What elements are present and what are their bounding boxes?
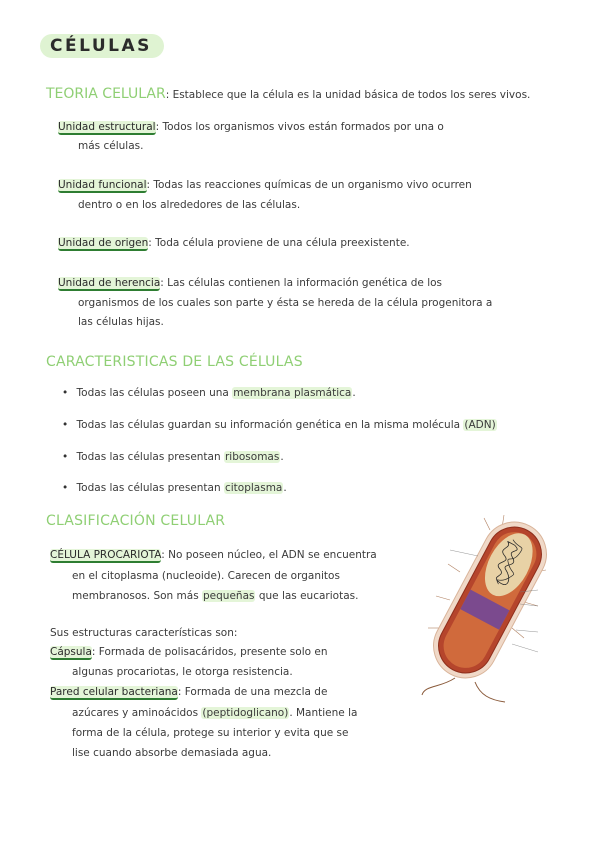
term-celula-procariota: CÉLULA PROCARIOTA xyxy=(50,549,162,561)
pared-cont-end: . Mantiene la xyxy=(289,707,358,719)
highlight-ribosomas: ribosomas xyxy=(224,451,280,463)
term-unidad-funcional: Unidad funcional xyxy=(58,179,147,191)
procariota-cont2 xyxy=(72,590,358,602)
item-herencia-cont2: las células hijas. xyxy=(78,316,164,328)
item-funcional-text: : Todas las reacciones químicas de un organismo vivo ocurren xyxy=(146,179,472,191)
pared-cont2: forma de la célula, protege su interior y evita que se xyxy=(72,727,349,739)
pared-line xyxy=(50,686,327,698)
flagellum xyxy=(422,678,505,702)
pared-cont xyxy=(72,707,357,719)
bullet-ribosomas xyxy=(62,451,284,463)
item-estructural-cont: más células. xyxy=(78,140,144,152)
caracteristicas-heading: CARACTERISTICAS DE LAS CÉLULAS xyxy=(46,354,303,370)
item-estructural xyxy=(58,121,444,133)
term-unidad-herencia: Unidad de herencia xyxy=(58,277,161,289)
procariota-cont2-end: que las eucariotas. xyxy=(255,590,359,602)
bullet-citoplasma xyxy=(62,482,287,494)
pared-cont-text: azúcares y aminoácidos xyxy=(72,707,202,719)
highlight-adn: (ADN) xyxy=(464,419,496,431)
teoria-heading: TEORIA CELULAR xyxy=(46,86,166,102)
teoria-line xyxy=(46,86,530,102)
capsula-cont: algunas procariotas, le otorga resistencia. xyxy=(72,666,293,678)
item-funcional-cont: dentro o en los alrededores de las células. xyxy=(78,199,301,211)
bacterium-illustration xyxy=(420,510,580,710)
pared-cont3: lise cuando absorbe demasiada agua. xyxy=(72,747,272,759)
bullet-text: Todas las células poseen una xyxy=(76,387,233,399)
capsula-text: : Formada de polisacáridos, presente solo en xyxy=(91,646,328,658)
bullet-adn xyxy=(62,419,497,431)
estructuras-intro: Sus estructuras características son: xyxy=(50,627,238,639)
item-origen-text: : Toda célula proviene de una célula preexistente. xyxy=(148,237,410,249)
bullet-end: . xyxy=(280,451,284,463)
term-pared-celular: Pared celular bacteriana xyxy=(50,686,178,698)
item-funcional xyxy=(58,179,472,191)
procariota-cont2-text: membranosos. Son más xyxy=(72,590,203,602)
procariota-text: : No poseen núcleo, el ADN se encuentra xyxy=(161,549,377,561)
highlight-citoplasma: citoplasma xyxy=(224,482,283,494)
term-unidad-estructural: Unidad estructural xyxy=(58,121,156,133)
bullet-text: Todas las células presentan xyxy=(76,482,224,494)
page-title: CÉLULAS xyxy=(50,36,152,56)
item-origen xyxy=(58,237,410,249)
teoria-intro: : Establece que la célula es la unidad básica de todos los seres vivos. xyxy=(165,89,531,101)
term-capsula: Cápsula xyxy=(50,646,92,658)
clasificacion-heading: CLASIFICACIÓN CELULAR xyxy=(46,513,226,529)
item-herencia-text: : Las células contienen la información genética de los xyxy=(160,277,443,289)
title-container xyxy=(40,34,164,58)
item-herencia-cont: organismos de los cuales son parte y ésta se hereda de la célula progenitora a xyxy=(78,297,493,309)
capsula-line xyxy=(50,646,328,658)
bullet-membrana xyxy=(62,387,356,399)
highlight-peptidoglicano: (peptidoglicano) xyxy=(202,707,289,719)
item-herencia xyxy=(58,277,442,289)
bacterium-body xyxy=(422,511,557,689)
term-unidad-origen: Unidad de origen xyxy=(58,237,149,249)
bullet-text: Todas las células guardan su información genética en la misma molécula xyxy=(76,419,464,431)
pared-text: : Formada de una mezcla de xyxy=(177,686,328,698)
bullet-text: Todas las células presentan xyxy=(76,451,224,463)
item-estructural-text: : Todos los organismos vivos están formados por una o xyxy=(155,121,444,133)
highlight-pequenas: pequeñas xyxy=(203,590,255,602)
procariota-line xyxy=(50,549,377,561)
bullet-end: . xyxy=(283,482,287,494)
procariota-cont: en el citoplasma (nucleoide). Carecen de organitos xyxy=(72,570,340,582)
bullet-end: . xyxy=(352,387,356,399)
title-highlight xyxy=(40,34,164,58)
highlight-membrana: membrana plasmática xyxy=(233,387,352,399)
